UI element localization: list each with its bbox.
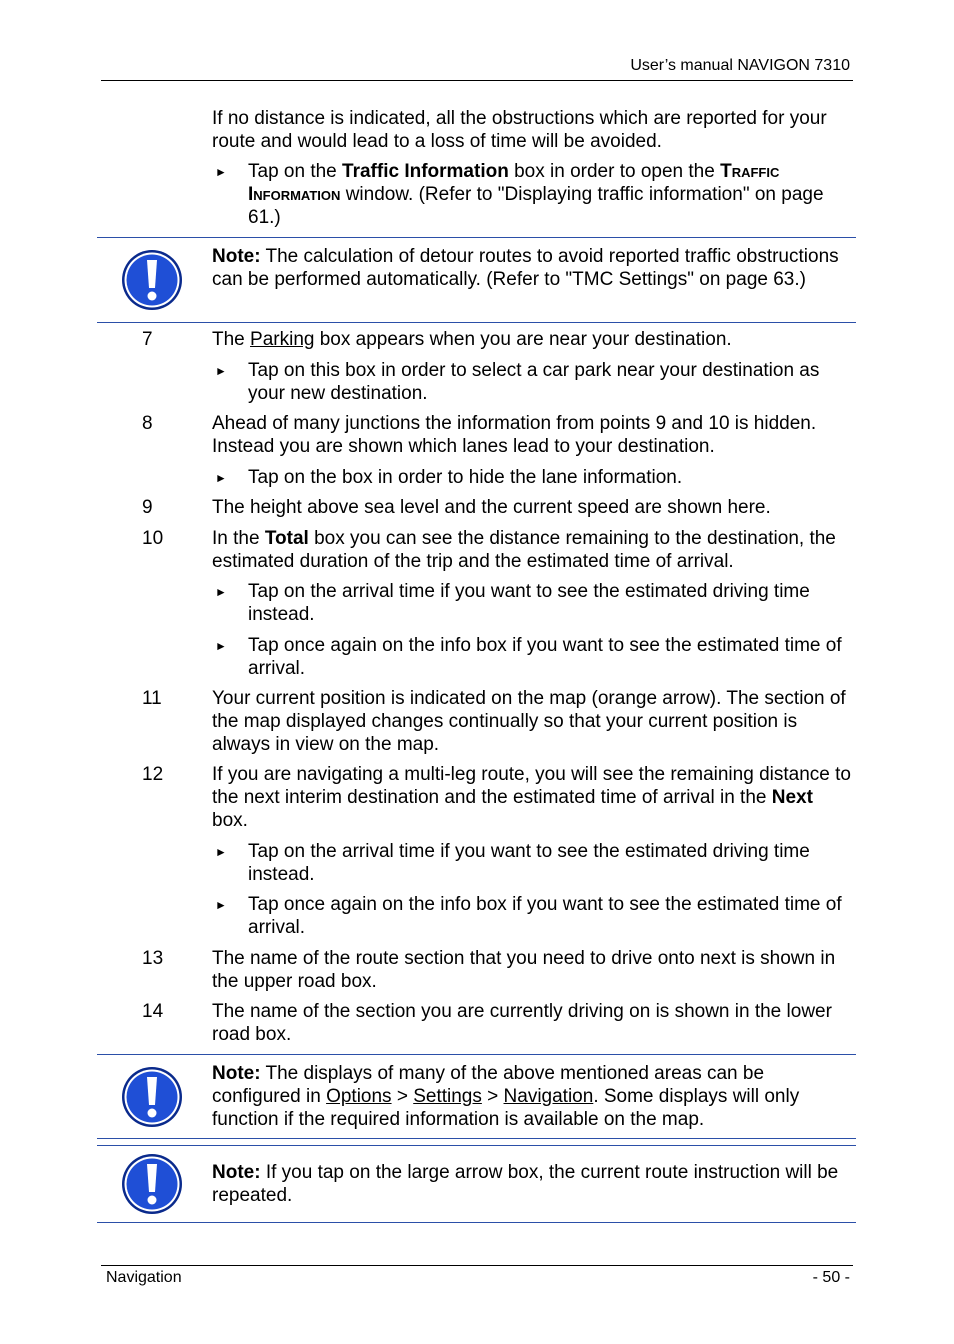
item-12-bullet-2: Tap once again on the info box if you want to see the estimated time of arrival. bbox=[248, 894, 842, 938]
intro-bullet: Tap on the Traffic Information box in order to open the Traffic Information window. (Refer to "Displaying traffic information" on page 61.) bbox=[248, 161, 824, 228]
item-10-text: In the Total box you can see the distance remaining to the destination, the estimated duration of the trip and the estimated time of arrival. bbox=[212, 528, 836, 572]
next-label: Next bbox=[771, 787, 813, 808]
note-3: Note: If you tap on the large arrow box, the current route instruction will be repeated. bbox=[212, 1162, 839, 1206]
item-12-text: If you are navigating a multi-leg route, you will see the remaining distance to the next interim destination and the estimated time of arrival in the Next box. bbox=[212, 764, 851, 831]
item-number: 7 bbox=[142, 329, 153, 350]
bullet-icon: ► bbox=[215, 898, 227, 912]
header-rule bbox=[101, 80, 853, 81]
item-number: 9 bbox=[142, 497, 153, 518]
header-title: User’s manual NAVIGON 7310 bbox=[630, 57, 850, 74]
note-label: Note: bbox=[212, 246, 261, 267]
item-number: 11 bbox=[142, 688, 162, 709]
note-rule-top bbox=[97, 237, 856, 238]
note-rule-bottom bbox=[97, 322, 856, 323]
item-13-text: The name of the route section that you need to drive onto next is shown in the upper road box. bbox=[212, 948, 836, 992]
bullet-icon: ► bbox=[215, 585, 227, 599]
note-label: Note: bbox=[212, 1162, 261, 1183]
traffic-information-label: Traffic Information bbox=[342, 161, 509, 182]
item-10-bullet-1: Tap on the arrival time if you want to see the estimated driving time instead. bbox=[248, 581, 810, 625]
item-7-bullet: Tap on this box in order to select a car park near your destination as your new destination. bbox=[248, 360, 820, 404]
item-10-bullet-2: Tap once again on the info box if you want to see the estimated time of arrival. bbox=[248, 635, 842, 679]
note-rule-top bbox=[97, 1145, 856, 1146]
parking-link[interactable]: Parking bbox=[250, 329, 315, 350]
item-14-text: The name of the section you are currently driving on is shown in the lower road box. bbox=[212, 1001, 832, 1045]
bullet-icon: ► bbox=[215, 639, 227, 653]
note-2: Note: The displays of many of the above mentioned areas can be configured in Options > Settings > Navigation. Some displays will only function if the required information is available on the map. bbox=[212, 1063, 800, 1130]
item-11-text: Your current position is indicated on the map (orange arrow). The section of the map displayed changes continually so that your current position is always in view on the map. bbox=[212, 688, 846, 755]
item-number: 13 bbox=[142, 948, 164, 969]
item-number: 10 bbox=[142, 528, 164, 549]
footer-rule bbox=[101, 1265, 853, 1266]
footer-section: Navigation bbox=[106, 1269, 182, 1286]
total-label: Total bbox=[264, 528, 309, 549]
item-number: 12 bbox=[142, 764, 164, 785]
note-label: Note: bbox=[212, 1063, 261, 1084]
page-number: - 50 - bbox=[812, 1269, 850, 1286]
item-7-text: The Parking box appears when you are near your destination. bbox=[212, 329, 732, 350]
item-8-bullet: Tap on the box in order to hide the lane information. bbox=[248, 467, 683, 488]
item-12-bullet-1: Tap on the arrival time if you want to see the estimated driving time instead. bbox=[248, 841, 810, 885]
intro-paragraph: If no distance is indicated, all the obstructions which are reported for your route and would lead to a loss of time will be avoided. bbox=[212, 108, 827, 152]
navigation-link[interactable]: Navigation bbox=[503, 1086, 594, 1107]
note-1: Note: The calculation of detour routes to avoid reported traffic obstructions can be performed automatically. (Refer to "TMC Settings" on page 63.) bbox=[212, 246, 839, 290]
exclamation-note-icon bbox=[120, 1065, 184, 1129]
item-9-text: The height above sea level and the current speed are shown here. bbox=[212, 497, 771, 518]
bullet-icon: ► bbox=[215, 845, 227, 859]
note-rule-top bbox=[97, 1054, 856, 1055]
options-link[interactable]: Options bbox=[326, 1086, 392, 1107]
item-number: 14 bbox=[142, 1001, 164, 1022]
traffic-information-window-label: Traffic Information bbox=[248, 161, 780, 205]
note-rule-bottom bbox=[97, 1222, 856, 1223]
settings-link[interactable]: Settings bbox=[413, 1086, 482, 1107]
bullet-icon: ► bbox=[215, 364, 227, 378]
item-8-text: Ahead of many junctions the information from points 9 and 10 is hidden. Instead you are shown which lanes lead to your destination. bbox=[212, 413, 817, 457]
bullet-icon: ► bbox=[215, 471, 227, 485]
item-number: 8 bbox=[142, 413, 153, 434]
note-rule-bottom bbox=[97, 1138, 856, 1139]
bullet-icon: ► bbox=[215, 165, 227, 179]
exclamation-note-icon bbox=[120, 1152, 184, 1216]
exclamation-note-icon bbox=[120, 248, 184, 312]
